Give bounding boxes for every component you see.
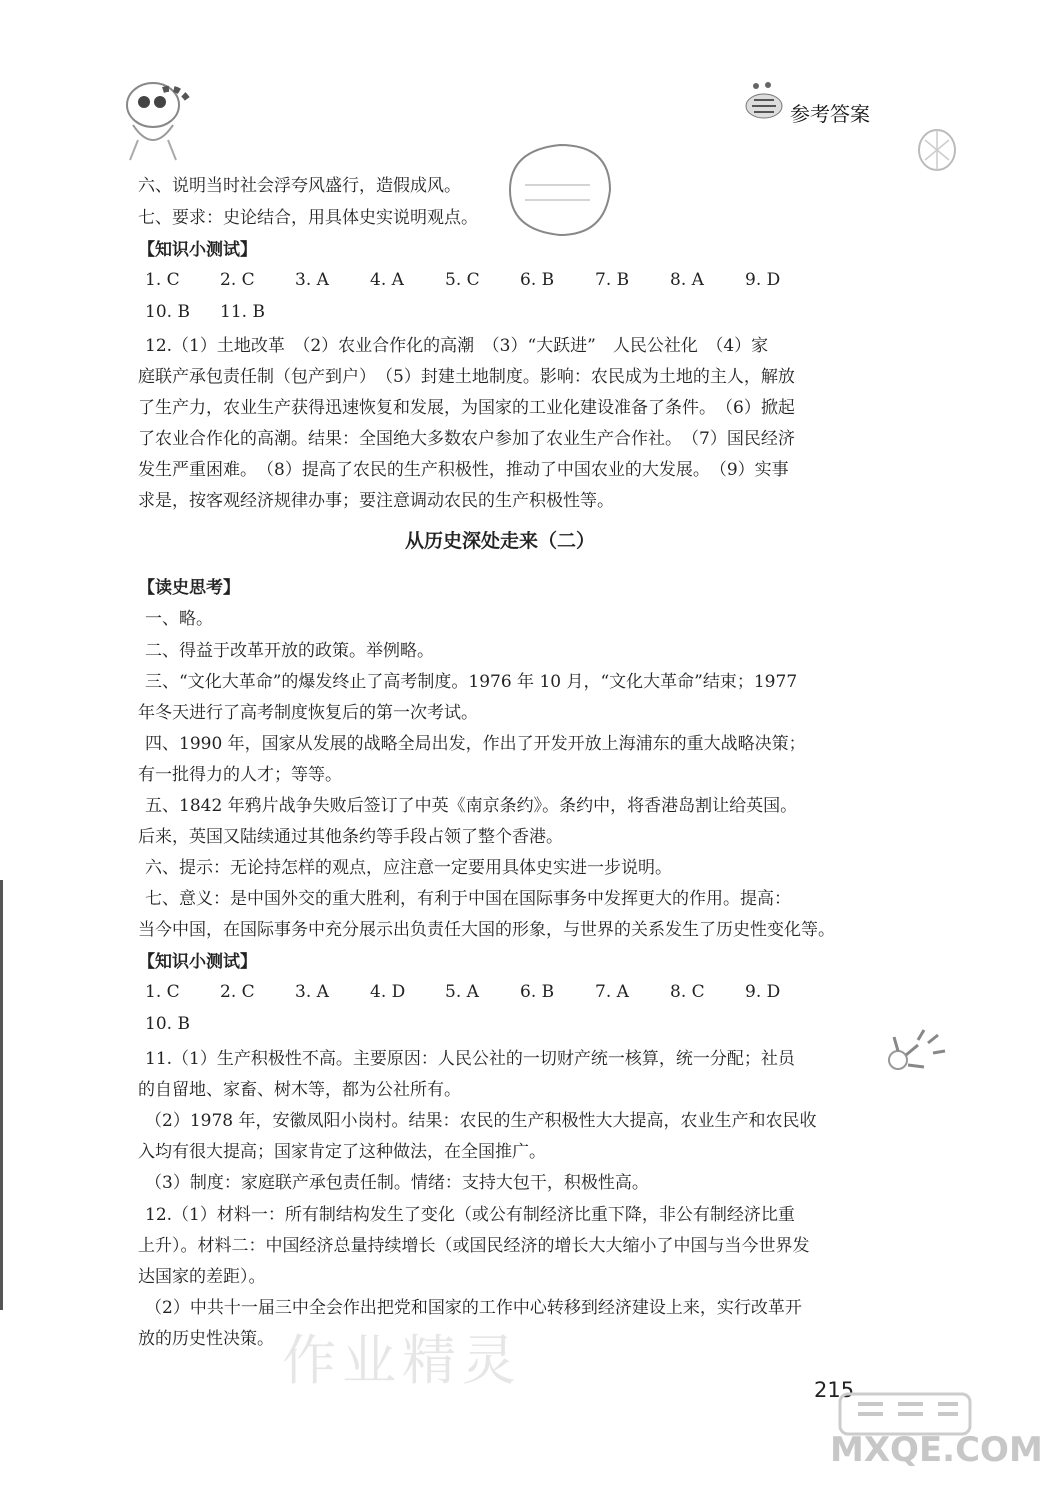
mcq-answer: 2. C [220,270,255,290]
q11-line: （2）1978 年，安徽凤阳小岗村。结果：农民的生产积极性大大提高，农业生产和农民收 [145,1111,817,1131]
q12-line: 达国家的差距）。 [138,1267,266,1287]
mcq-answer: 4. A [370,270,404,290]
mcq-answer: 3. A [295,270,329,290]
answer-line-6: 六、说明当时社会浮夸风盛行，造假成风。 [138,176,461,196]
mcq-row [145,1014,220,1034]
mcq-answer: 4. D [370,982,406,1002]
mcq-answer: 7. A [595,982,629,1002]
q11-line: 的自留地、家畜、树木等，都为公社所有。 [138,1080,461,1100]
quiz-label: 【知识小测试】 [138,952,257,972]
read-label: 【读史思考】 [138,578,240,598]
mcq-answer: 9. D [745,982,781,1002]
header-title: 参考答案 [790,102,870,126]
q12-line: 上升）。材料二：中国经济总量持续增长（或国民经济的增长大大缩小了中国与当今世界发 [138,1236,810,1256]
mcq-answer: 3. A [295,982,329,1002]
mcq-answer: 2. C [220,982,255,1002]
berry-illustration-icon [915,120,959,172]
mcq-answer: 10. B [145,1014,190,1034]
section-heading: 从历史深处走来（二） [404,530,595,552]
mcq-row [145,982,820,1002]
q11-line: 入均有很大提高；国家肯定了这种做法，在全国推广。 [138,1142,546,1162]
flower-illustration-icon [878,1025,948,1085]
q12-line: 12.（1）材料一：所有制结构发生了变化（或公有制经济比重下降，非公有制经济比重 [145,1205,795,1225]
answer-line-7: 七、要求：史论结合，用具体史实说明观点。 [138,208,478,228]
quiz-label: 【知识小测试】 [138,240,257,260]
q12-line: （2）中共十一届三中全会作出把党和国家的工作中心转移到经济建设上来，实行改革开 [145,1298,802,1318]
mcq-answer: 5. C [445,270,480,290]
answer-line: 当今中国，在国际事务中充分展示出负责任大国的形象，与世界的关系发生了历史性变化等。 [138,920,835,940]
mcq-answer: 6. B [520,982,555,1002]
q11-line: （3）制度：家庭联产承包责任制。情绪：支持大包干，积极性高。 [145,1173,649,1193]
q12-line: 了农业合作化的高潮。结果：全国绝大多数农户参加了农业生产合作社。 （7）国民经济 [138,429,795,449]
page-number: 215 [814,1378,855,1402]
answer-line: 后来，英国又陆续通过其他条约等手段占领了整个香港。 [138,827,563,847]
answer-line: 有一批得力的人才；等等。 [138,765,342,785]
mcq-answer: 8. C [670,982,705,1002]
site-watermark: MXQE.COM [830,1430,1043,1470]
mcq-answer: 10. B [145,302,190,322]
bee-icon [738,80,788,122]
margin-line [0,880,3,1310]
mcq-answer: 1. C [145,270,180,290]
mcq-answer: 5. A [445,982,479,1002]
mcq-row [145,302,295,322]
answer-line: 二、得益于改革开放的政策。举例略。 [145,641,434,661]
mcq-answer: 11. B [220,302,265,322]
mcq-answer: 7. B [595,270,630,290]
mcq-answer: 6. B [520,270,555,290]
answer-line: 五、1842 年鸦片战争失败后签订了中英《南京条约》。条约中，将香港岛割让给英国。 [145,796,798,816]
answer-line: 一、略。 [145,609,213,629]
q12-line: 发生严重困难。 （8）提高了农民的生产积极性，推动了中国农业的大发展。 （9）实事 [138,460,789,480]
answer-line: 六、提示：无论持怎样的观点，应注意一定要用具体史实进一步说明。 [145,858,672,878]
answer-line: 年冬天进行了高考制度恢复后的第一次考试。 [138,703,478,723]
mcq-answer: 8. A [670,270,704,290]
q12-line: 12.（1）土地改革 （2）农业合作化的高潮 （3）“大跃进” 人民公社化 （4）家 [145,336,769,356]
answer-line: 四、1990 年，国家从发展的战略全局出发，作出了开发开放上海浦东的重大战略决策； [145,734,806,754]
q12-line: 求是，按客观经济规律办事；要注意调动农民的生产积极性等。 [138,491,614,511]
answer-line: 三、“文化大革命”的爆发终止了高考制度。1976 年 10 月，“文化大革命”结束；1977 [145,672,798,692]
raccoon-illustration-icon [108,70,203,165]
mcq-row [145,270,820,290]
answer-line: 七、意义：是中国外交的重大胜利，有利于中国在国际事务中发挥更大的作用。提高： [145,889,791,909]
q11-line: 11.（1）生产积极性不高。主要原因：人民公社的一切财产统一核算，统一分配；社员 [145,1049,795,1069]
watermark-text: 作业精灵 [282,1329,522,1392]
q12-line: 放的历史性决策。 [138,1329,274,1349]
mcq-answer: 1. C [145,982,180,1002]
mcq-answer: 9. D [745,270,781,290]
q12-line: 了生产力，农业生产获得迅速恢复和发展，为国家的工业化建设准备了条件。 （6）掀起 [138,398,795,418]
q12-line: 庭联产承包责任制（包产到户） （5）封建土地制度。影响：农民成为土地的主人，解放 [138,367,795,387]
